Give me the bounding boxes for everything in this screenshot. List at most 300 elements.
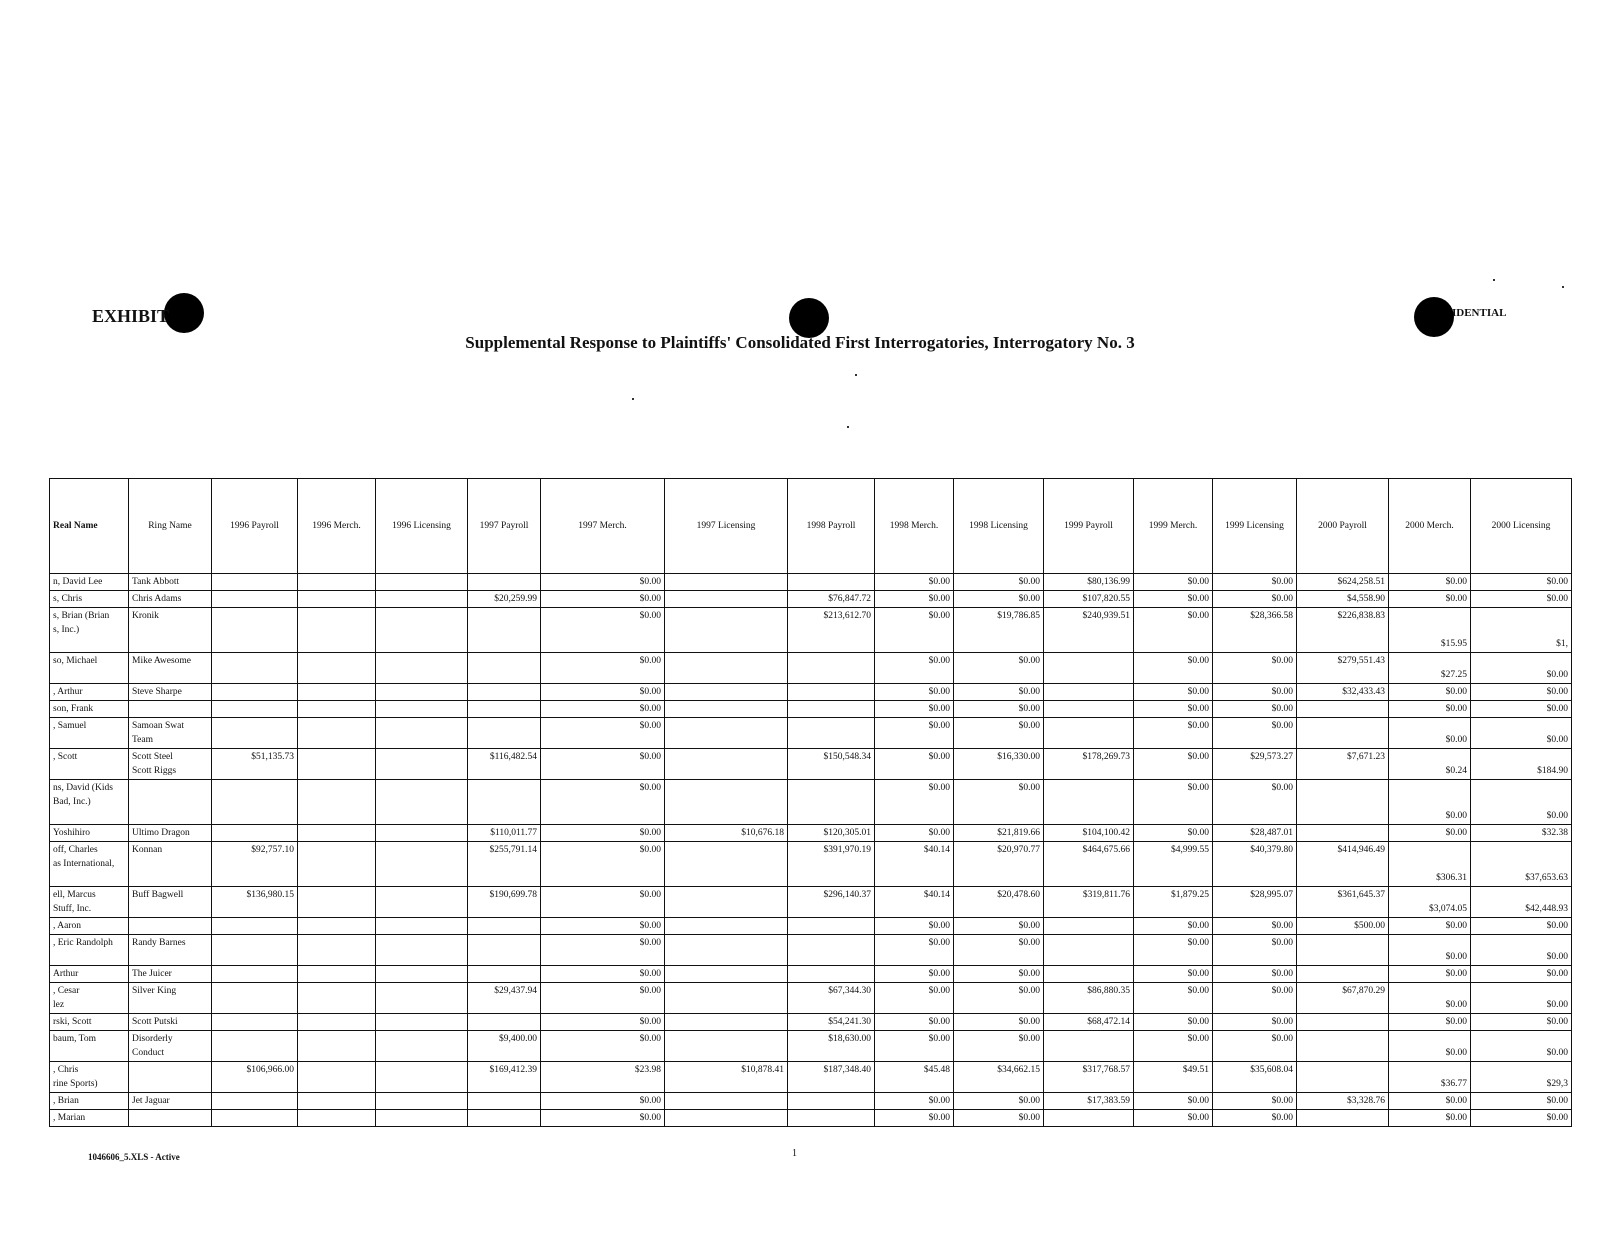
amount-cell [788, 718, 875, 749]
amount-cell: $27.25 [1389, 653, 1471, 684]
amount-cell: $296,140.37 [788, 887, 875, 918]
amount-cell: $0.00 [541, 983, 665, 1014]
amount-cell [376, 653, 468, 684]
amount-cell [376, 918, 468, 935]
amount-cell [298, 780, 376, 825]
ring-name-cell: Konnan [129, 842, 212, 887]
amount-cell: $0.00 [1134, 684, 1213, 701]
table-row [50, 1014, 1572, 1031]
table-row [50, 780, 1572, 825]
amount-cell: $0.00 [954, 780, 1044, 825]
amount-cell [298, 574, 376, 591]
ring-name-cell: Jet Jaguar [129, 1093, 212, 1110]
amount-cell: $29,573.27 [1213, 749, 1297, 780]
amount-cell: $106,966.00 [212, 1062, 298, 1093]
amount-cell [212, 1014, 298, 1031]
payroll-table [49, 478, 1572, 1127]
amount-cell: $80,136.99 [1044, 574, 1134, 591]
amount-cell [298, 591, 376, 608]
amount-cell [212, 684, 298, 701]
amount-cell [1297, 825, 1389, 842]
amount-cell [788, 684, 875, 701]
amount-cell: $0.00 [1471, 701, 1572, 718]
amount-cell [298, 1093, 376, 1110]
table-row [50, 887, 1572, 918]
amount-cell [212, 918, 298, 935]
amount-cell: $42,448.93 [1471, 887, 1572, 918]
amount-cell: $0.00 [1134, 780, 1213, 825]
amount-cell: $0.00 [875, 825, 954, 842]
amount-cell: $0.00 [541, 918, 665, 935]
amount-cell: $0.00 [1389, 718, 1471, 749]
column-header: Ring Name [129, 479, 212, 574]
amount-cell [298, 887, 376, 918]
amount-cell [665, 1031, 788, 1062]
amount-cell: $0.00 [1213, 780, 1297, 825]
real-name-cell: , Eric Randolph [50, 935, 129, 966]
amount-cell [665, 918, 788, 935]
column-header: 1996 Payroll [212, 479, 298, 574]
amount-cell: $3,074.05 [1389, 887, 1471, 918]
table-row [50, 574, 1572, 591]
column-header: 1998 Licensing [954, 479, 1044, 574]
amount-cell: $279,551.43 [1297, 653, 1389, 684]
scan-speck [847, 426, 849, 428]
amount-cell [1044, 1110, 1134, 1127]
amount-cell [665, 574, 788, 591]
real-name-cell: , Brian [50, 1093, 129, 1110]
ring-name-cell: Samoan Swat Team [129, 718, 212, 749]
amount-cell [298, 701, 376, 718]
ring-name-cell: Scott Steel Scott Riggs [129, 749, 212, 780]
amount-cell: $0.00 [1213, 718, 1297, 749]
amount-cell: $0.00 [1389, 935, 1471, 966]
amount-cell [298, 653, 376, 684]
amount-cell [212, 608, 298, 653]
amount-cell: $107,820.55 [1044, 591, 1134, 608]
table-row [50, 1110, 1572, 1127]
amount-cell: $0.00 [541, 608, 665, 653]
amount-cell [298, 825, 376, 842]
amount-cell [468, 684, 541, 701]
column-header: 2000 Licensing [1471, 479, 1572, 574]
amount-cell: $16,330.00 [954, 749, 1044, 780]
table-row [50, 749, 1572, 780]
amount-cell [665, 1110, 788, 1127]
amount-cell: $0.00 [1471, 1110, 1572, 1127]
amount-cell: $19,786.85 [954, 608, 1044, 653]
amount-cell [1297, 1031, 1389, 1062]
amount-cell: $0.00 [1134, 749, 1213, 780]
amount-cell [298, 842, 376, 887]
table-row [50, 591, 1572, 608]
amount-cell: $0.00 [875, 1014, 954, 1031]
amount-cell [665, 749, 788, 780]
amount-cell: $0.00 [1389, 966, 1471, 983]
amount-cell: $0.00 [1213, 1093, 1297, 1110]
amount-cell: $40.14 [875, 887, 954, 918]
amount-cell: $7,671.23 [1297, 749, 1389, 780]
amount-cell: $0.00 [1134, 1014, 1213, 1031]
amount-cell: $0.00 [875, 653, 954, 684]
amount-cell: $28,487.01 [1213, 825, 1297, 842]
real-name-cell: ell, Marcus Stuff, Inc. [50, 887, 129, 918]
amount-cell [376, 1031, 468, 1062]
amount-cell: $86,880.35 [1044, 983, 1134, 1014]
amount-cell: $169,412.39 [468, 1062, 541, 1093]
amount-cell [376, 608, 468, 653]
amount-cell [1044, 684, 1134, 701]
real-name-cell: , Scott [50, 749, 129, 780]
amount-cell: $0.00 [1389, 574, 1471, 591]
amount-cell [1297, 1110, 1389, 1127]
amount-cell [468, 1014, 541, 1031]
amount-cell: $0.00 [875, 749, 954, 780]
ring-name-cell: Randy Barnes [129, 935, 212, 966]
amount-cell: $190,699.78 [468, 887, 541, 918]
real-name-cell: n, David Lee [50, 574, 129, 591]
amount-cell [298, 918, 376, 935]
amount-cell: $0.00 [1134, 1110, 1213, 1127]
amount-cell: $0.00 [875, 701, 954, 718]
amount-cell [468, 780, 541, 825]
amount-cell [212, 935, 298, 966]
amount-cell: $0.00 [1134, 701, 1213, 718]
amount-cell [468, 1110, 541, 1127]
amount-cell: $110,011.77 [468, 825, 541, 842]
amount-cell: $0.00 [954, 684, 1044, 701]
column-header: 1996 Merch. [298, 479, 376, 574]
amount-cell: $32.38 [1471, 825, 1572, 842]
amount-cell: $226,838.83 [1297, 608, 1389, 653]
real-name-cell: Arthur [50, 966, 129, 983]
amount-cell: $0.00 [1134, 574, 1213, 591]
amount-cell: $34,662.15 [954, 1062, 1044, 1093]
amount-cell [298, 1031, 376, 1062]
amount-cell: $0.00 [1213, 701, 1297, 718]
table-row [50, 1062, 1572, 1093]
amount-cell: $120,305.01 [788, 825, 875, 842]
amount-cell: $37,653.63 [1471, 842, 1572, 887]
amount-cell [665, 887, 788, 918]
amount-cell: $40.14 [875, 842, 954, 887]
amount-cell [298, 1062, 376, 1093]
amount-cell [376, 1062, 468, 1093]
amount-cell: $255,791.14 [468, 842, 541, 887]
amount-cell: $45.48 [875, 1062, 954, 1093]
amount-cell: $0.00 [1213, 653, 1297, 684]
amount-cell: $4,558.90 [1297, 591, 1389, 608]
amount-cell: $0.00 [1471, 983, 1572, 1014]
document-title: Supplemental Response to Plaintiffs' Consolidated First Interrogatories, Interrogatory No. 3 [465, 333, 1135, 352]
amount-cell [468, 701, 541, 718]
page-number: 1 [792, 1148, 797, 1159]
amount-cell [212, 825, 298, 842]
table-row [50, 966, 1572, 983]
amount-cell: $240,939.51 [1044, 608, 1134, 653]
amount-cell [1297, 701, 1389, 718]
amount-cell [788, 935, 875, 966]
amount-cell: $0.00 [954, 574, 1044, 591]
amount-cell: $0.00 [1389, 983, 1471, 1014]
real-name-cell: , Samuel [50, 718, 129, 749]
amount-cell [1044, 966, 1134, 983]
amount-cell: $0.00 [1213, 1031, 1297, 1062]
amount-cell [665, 1014, 788, 1031]
column-header: 1997 Merch. [541, 479, 665, 574]
amount-cell: $391,970.19 [788, 842, 875, 887]
amount-cell [212, 574, 298, 591]
amount-cell: $0.00 [1213, 1014, 1297, 1031]
amount-cell [468, 718, 541, 749]
amount-cell [376, 983, 468, 1014]
ring-name-cell: Chris Adams [129, 591, 212, 608]
amount-cell: $0.00 [541, 653, 665, 684]
column-header: 1998 Payroll [788, 479, 875, 574]
amount-cell: $0.00 [1134, 718, 1213, 749]
amount-cell [212, 1093, 298, 1110]
amount-cell: $4,999.55 [1134, 842, 1213, 887]
column-header: 1997 Licensing [665, 479, 788, 574]
amount-cell: $20,970.77 [954, 842, 1044, 887]
amount-cell [376, 701, 468, 718]
amount-cell: $0.00 [1389, 825, 1471, 842]
ring-name-cell: Mike Awesome [129, 653, 212, 684]
amount-cell [1297, 780, 1389, 825]
amount-cell: $0.24 [1389, 749, 1471, 780]
amount-cell [1297, 1062, 1389, 1093]
amount-cell: $0.00 [541, 701, 665, 718]
amount-cell: $0.00 [1471, 574, 1572, 591]
amount-cell [665, 780, 788, 825]
amount-cell: $0.00 [954, 1093, 1044, 1110]
amount-cell: $150,548.34 [788, 749, 875, 780]
column-header: 2000 Payroll [1297, 479, 1389, 574]
table-row [50, 842, 1572, 887]
punch-hole-center [789, 298, 829, 338]
ring-name-cell: The Juicer [129, 966, 212, 983]
amount-cell: $0.00 [1389, 1014, 1471, 1031]
amount-cell: $0.00 [954, 718, 1044, 749]
amount-cell: $0.00 [1389, 918, 1471, 935]
amount-cell: $0.00 [954, 701, 1044, 718]
amount-cell [298, 718, 376, 749]
confidential-stamp: IDENTIAL [1452, 307, 1507, 319]
amount-cell [665, 983, 788, 1014]
ring-name-cell: Tank Abbott [129, 574, 212, 591]
amount-cell [376, 574, 468, 591]
amount-cell [788, 780, 875, 825]
amount-cell: $40,379.80 [1213, 842, 1297, 887]
amount-cell: $0.00 [541, 1110, 665, 1127]
table-row [50, 608, 1572, 653]
amount-cell: $0.00 [954, 1110, 1044, 1127]
real-name-cell: , Chris rine Sports) [50, 1062, 129, 1093]
amount-cell [788, 701, 875, 718]
amount-cell: $0.00 [541, 825, 665, 842]
amount-cell: $184.90 [1471, 749, 1572, 780]
ring-name-cell [129, 1110, 212, 1127]
amount-cell: $0.00 [1134, 608, 1213, 653]
amount-cell [665, 966, 788, 983]
amount-cell [376, 1014, 468, 1031]
amount-cell: $0.00 [541, 1031, 665, 1062]
amount-cell: $0.00 [1389, 591, 1471, 608]
column-header: 1998 Merch. [875, 479, 954, 574]
amount-cell: $28,995.07 [1213, 887, 1297, 918]
column-header: 2000 Merch. [1389, 479, 1471, 574]
amount-cell [788, 918, 875, 935]
amount-cell: $0.00 [875, 591, 954, 608]
amount-cell [376, 684, 468, 701]
column-header: 1997 Payroll [468, 479, 541, 574]
amount-cell: $0.00 [541, 966, 665, 983]
amount-cell: $0.00 [954, 966, 1044, 983]
amount-cell: $0.00 [1471, 653, 1572, 684]
table-row [50, 983, 1572, 1014]
amount-cell: $0.00 [1134, 591, 1213, 608]
amount-cell [212, 983, 298, 1014]
real-name-cell: rski, Scott [50, 1014, 129, 1031]
amount-cell: $21,819.66 [954, 825, 1044, 842]
amount-cell: $178,269.73 [1044, 749, 1134, 780]
amount-cell: $17,383.59 [1044, 1093, 1134, 1110]
amount-cell [665, 1093, 788, 1110]
amount-cell: $0.00 [875, 574, 954, 591]
amount-cell: $0.00 [1389, 1093, 1471, 1110]
amount-cell: $0.00 [1213, 966, 1297, 983]
amount-cell: $0.00 [541, 718, 665, 749]
amount-cell [212, 1110, 298, 1127]
amount-cell [788, 966, 875, 983]
amount-cell: $0.00 [1471, 966, 1572, 983]
amount-cell: $0.00 [1471, 1031, 1572, 1062]
amount-cell: $20,259.99 [468, 591, 541, 608]
amount-cell: $23.98 [541, 1062, 665, 1093]
amount-cell: $0.00 [954, 918, 1044, 935]
amount-cell [376, 718, 468, 749]
amount-cell [212, 780, 298, 825]
amount-cell: $0.00 [1471, 718, 1572, 749]
amount-cell [468, 653, 541, 684]
scan-speck [855, 374, 857, 376]
amount-cell: $0.00 [1213, 574, 1297, 591]
amount-cell: $51,135.73 [212, 749, 298, 780]
amount-cell [298, 1110, 376, 1127]
ring-name-cell [129, 780, 212, 825]
punch-hole-right [1414, 297, 1454, 337]
amount-cell: $0.00 [875, 1093, 954, 1110]
table-body [50, 574, 1572, 1127]
amount-cell: $9,400.00 [468, 1031, 541, 1062]
column-header: 1999 Payroll [1044, 479, 1134, 574]
ring-name-cell [129, 918, 212, 935]
amount-cell: $0.00 [541, 749, 665, 780]
amount-cell: $0.00 [954, 983, 1044, 1014]
amount-cell: $0.00 [1134, 825, 1213, 842]
amount-cell: $0.00 [875, 935, 954, 966]
amount-cell: $0.00 [541, 780, 665, 825]
ring-name-cell: Ultimo Dragon [129, 825, 212, 842]
amount-cell [665, 701, 788, 718]
real-name-cell: off, Charles as International, [50, 842, 129, 887]
amount-cell: $0.00 [541, 591, 665, 608]
amount-cell [212, 718, 298, 749]
amount-cell: $0.00 [1134, 935, 1213, 966]
amount-cell [1044, 718, 1134, 749]
ring-name-cell: Silver King [129, 983, 212, 1014]
amount-cell [376, 1093, 468, 1110]
amount-cell [298, 749, 376, 780]
amount-cell: $0.00 [1134, 983, 1213, 1014]
column-header: 1999 Licensing [1213, 479, 1297, 574]
amount-cell: $92,757.10 [212, 842, 298, 887]
amount-cell [665, 842, 788, 887]
amount-cell: $136,980.15 [212, 887, 298, 918]
amount-cell: $0.00 [875, 1110, 954, 1127]
amount-cell: $0.00 [875, 918, 954, 935]
amount-cell: $0.00 [1471, 780, 1572, 825]
amount-cell [1297, 718, 1389, 749]
table-row [50, 1093, 1572, 1110]
amount-cell [376, 591, 468, 608]
column-header: 1999 Merch. [1134, 479, 1213, 574]
amount-cell: $0.00 [875, 983, 954, 1014]
ring-name-cell: Steve Sharpe [129, 684, 212, 701]
amount-cell [1044, 701, 1134, 718]
amount-cell: $361,645.37 [1297, 887, 1389, 918]
amount-cell [376, 749, 468, 780]
amount-cell [212, 591, 298, 608]
amount-cell: $68,472.14 [1044, 1014, 1134, 1031]
amount-cell: $0.00 [1389, 780, 1471, 825]
amount-cell [1297, 1014, 1389, 1031]
amount-cell [298, 935, 376, 966]
real-name-cell: son, Frank [50, 701, 129, 718]
amount-cell [665, 608, 788, 653]
amount-cell: $500.00 [1297, 918, 1389, 935]
amount-cell: $0.00 [1134, 653, 1213, 684]
amount-cell: $1,879.25 [1134, 887, 1213, 918]
table-row [50, 918, 1572, 935]
amount-cell [788, 574, 875, 591]
column-header: Real Name [50, 479, 129, 574]
amount-cell [1044, 1031, 1134, 1062]
amount-cell: $0.00 [875, 608, 954, 653]
amount-cell: $0.00 [1389, 1110, 1471, 1127]
amount-cell: $10,878.41 [665, 1062, 788, 1093]
amount-cell [1044, 935, 1134, 966]
table-row [50, 718, 1572, 749]
exhibit-label: EXHIBIT [92, 306, 170, 326]
amount-cell: $0.00 [954, 1031, 1044, 1062]
amount-cell: $32,433.43 [1297, 684, 1389, 701]
amount-cell: $0.00 [1134, 918, 1213, 935]
amount-cell: $0.00 [875, 966, 954, 983]
amount-cell: $0.00 [1134, 1031, 1213, 1062]
amount-cell [376, 842, 468, 887]
amount-cell [298, 1014, 376, 1031]
amount-cell: $0.00 [954, 591, 1044, 608]
amount-cell: $0.00 [954, 935, 1044, 966]
amount-cell: $0.00 [541, 1014, 665, 1031]
amount-cell: $0.00 [875, 684, 954, 701]
amount-cell: $213,612.70 [788, 608, 875, 653]
amount-cell: $306.31 [1389, 842, 1471, 887]
table-row [50, 935, 1572, 966]
amount-cell: $0.00 [541, 684, 665, 701]
amount-cell [665, 718, 788, 749]
